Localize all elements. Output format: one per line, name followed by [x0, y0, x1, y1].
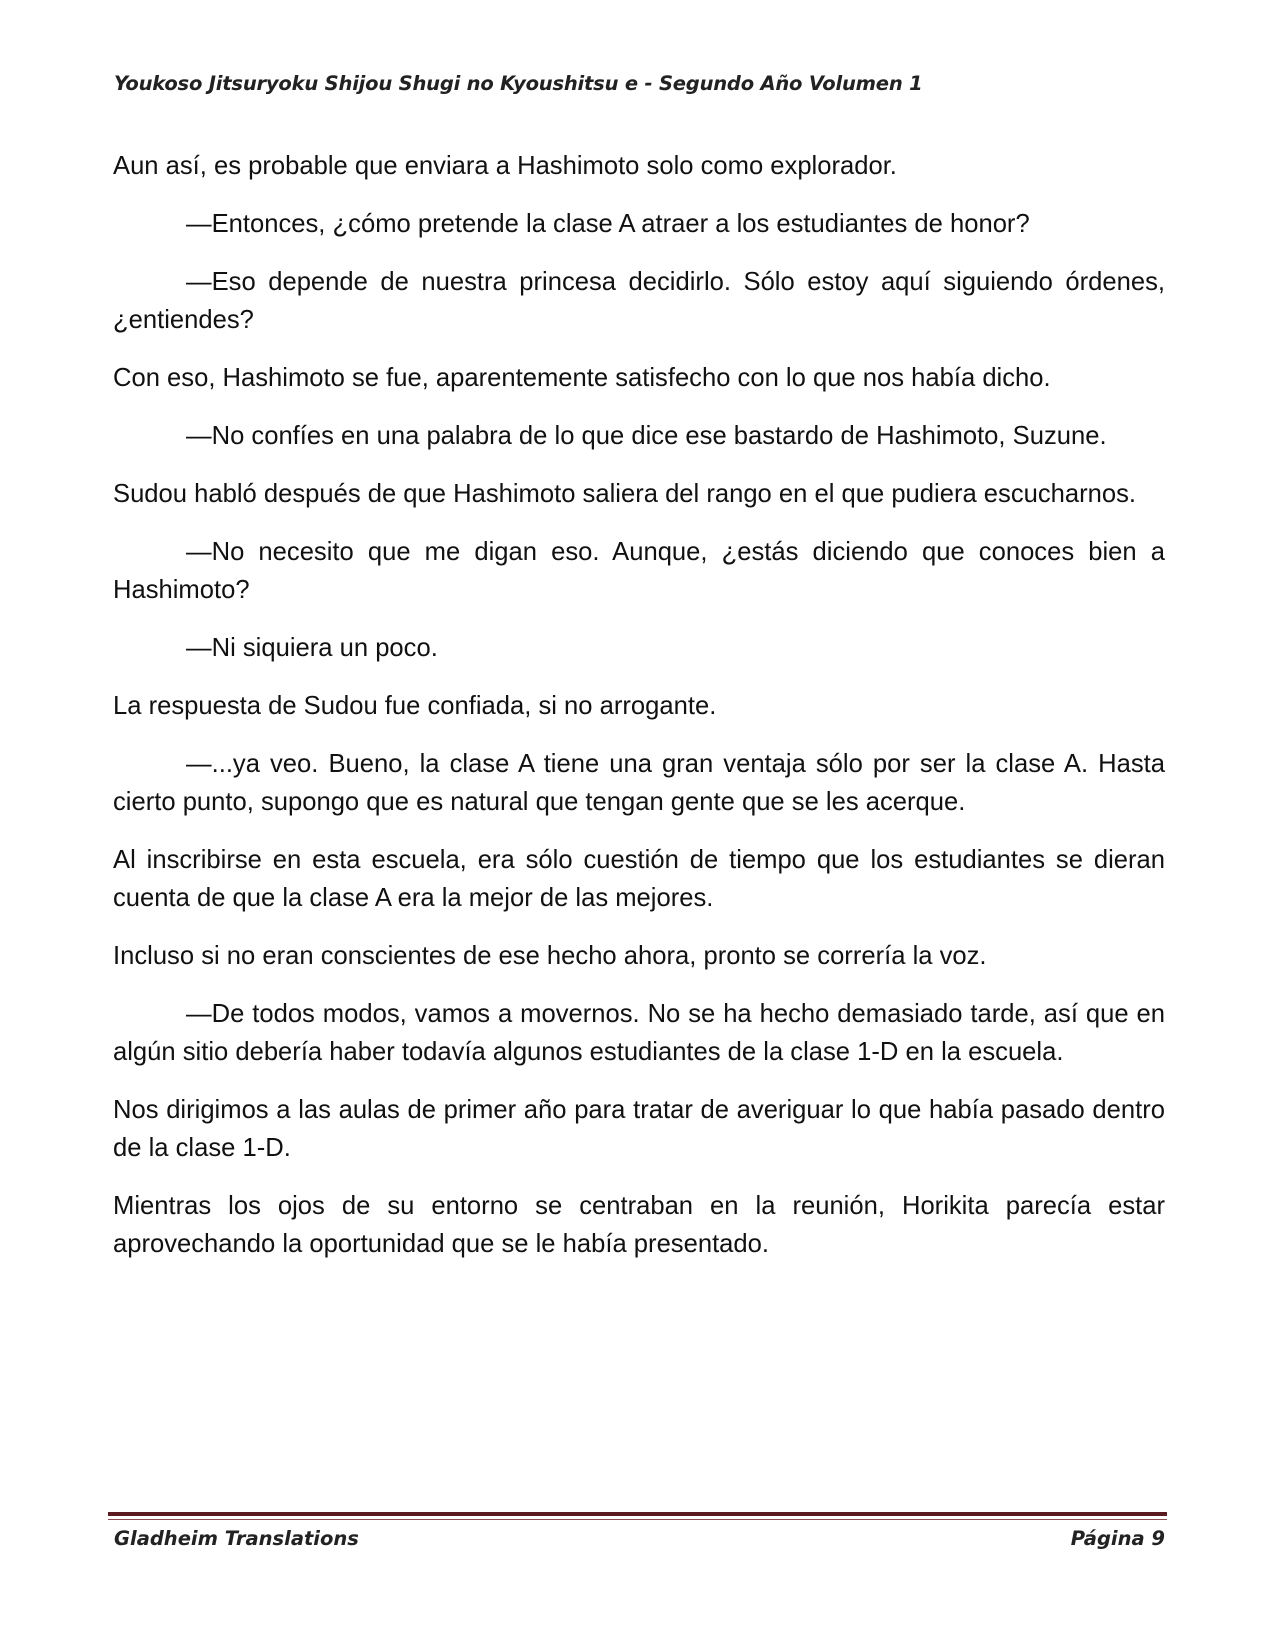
- page-body: [113, 147, 1165, 1283]
- paragraph-1: Aun así, es probable que enviara a Hashimoto solo como explorador.: [113, 152, 897, 180]
- paragraph-9: La respuesta de Sudou fue confiada, si no arrogante.: [113, 692, 717, 720]
- page-number: Página 9: [1070, 1527, 1165, 1550]
- paragraph-14: Nos dirigimos a las aulas de primer año para tratar de averiguar lo que había pasado dentro de la clase 1-D.: [113, 1096, 1165, 1162]
- footer-divider: [108, 1512, 1167, 1516]
- paragraph-12: Incluso si no eran conscientes de ese hecho ahora, pronto se correría la voz.: [113, 942, 987, 970]
- running-header: Youkoso Jitsuryoku Shijou Shugi no Kyoushitsu e - Segundo Año Volumen 1: [114, 72, 923, 95]
- paragraph-2: —Entonces, ¿cómo pretende la clase A atraer a los estudiantes de honor?: [186, 210, 1030, 238]
- paragraph-10: —...ya veo. Bueno, la clase A tiene una gran ventaja sólo por ser la clase A. Hasta cierto punto, supongo que es natural que tengan gente que se les acerque.: [113, 750, 1165, 816]
- footer-publisher: Gladheim Translations: [114, 1527, 359, 1550]
- paragraph-4: Con eso, Hashimoto se fue, aparentemente satisfecho con lo que nos había dicho.: [113, 364, 1051, 392]
- paragraph-3: —Eso depende de nuestra princesa decidirlo. Sólo estoy aquí siguiendo órdenes, ¿entiendes?: [113, 268, 1165, 334]
- paragraph-7: —No necesito que me digan eso. Aunque, ¿estás diciendo que conoces bien a Hashimoto?: [113, 538, 1165, 604]
- paragraph-5: —No confíes en una palabra de lo que dice ese bastardo de Hashimoto, Suzune.: [186, 422, 1107, 450]
- paragraph-11: Al inscribirse en esta escuela, era sólo cuestión de tiempo que los estudiantes se dieran cuenta de que la clase A era la mejor de las mejores.: [113, 846, 1165, 912]
- paragraph-6: Sudou habló después de que Hashimoto saliera del rango en el que pudiera escucharnos.: [113, 480, 1137, 508]
- footer-divider-thin: [108, 1519, 1167, 1520]
- paragraph-15: Mientras los ojos de su entorno se centraban en la reunión, Horikita parecía estar aprovechando la oportunidad que se le había presentado.: [113, 1192, 1165, 1258]
- paragraph-8: —Ni siquiera un poco.: [186, 634, 438, 662]
- paragraph-13: —De todos modos, vamos a movernos. No se ha hecho demasiado tarde, así que en algún sitio debería haber todavía algunos estudiantes de la clase 1-D en la escuela.: [113, 1000, 1165, 1066]
